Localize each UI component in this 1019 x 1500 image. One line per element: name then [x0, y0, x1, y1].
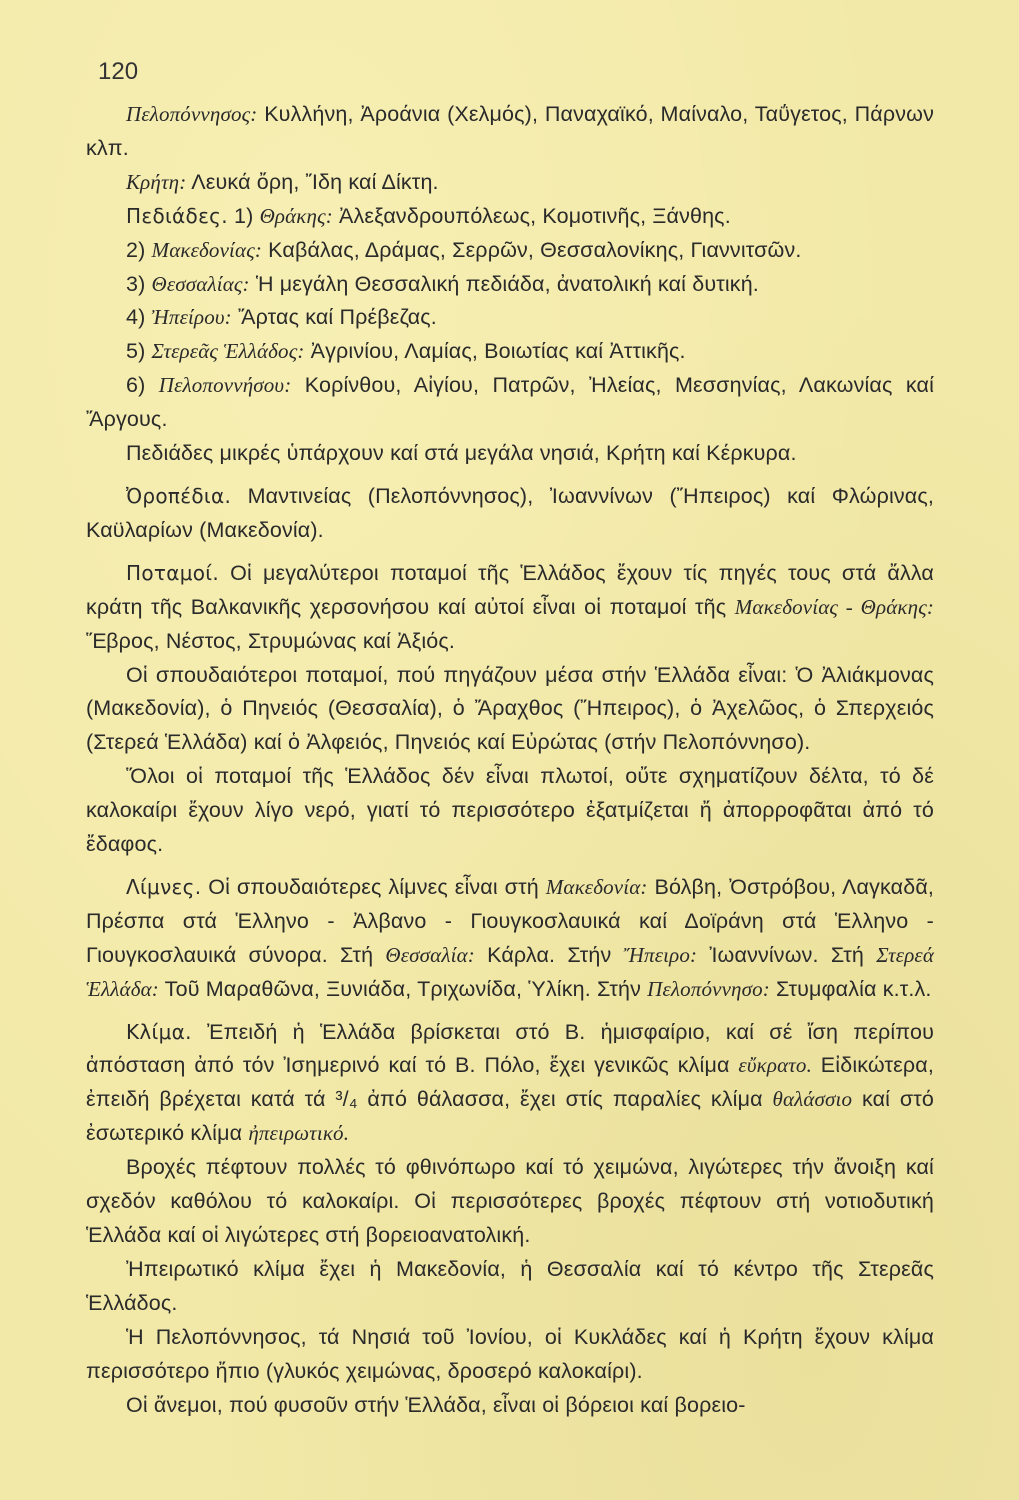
plains-item: 5) Στερεᾶς Ἑλλάδος: Ἀγρινίου, Λαμίας, Βοιωτίας καί Ἀττικῆς.	[126, 339, 686, 364]
plains-item: 2) Μακεδονίας: Καβάλας, Δράμας, Σερρῶν, Θεσσαλονίκης, Γιαννιτσῶν.	[126, 237, 802, 262]
rivers-important-paragraph: Οἱ σπουδαιότεροι ποταμοί, πού πηγάζουν μέσα στήν Ἑλλάδα εἶναι: Ὁ Ἀλιάκμονας (Μακεδονία), ὁ Πηνειός (Θεσσαλία), ὁ Ἄραχθος (Ἤπειρος), ὁ Ἀχελῶος, ὁ Σπερχειός (Στερεά Ἑλλάδα) καί ὁ Ἀλφειός, Πηνειός καί Εὐρώτας (στήν Πελοπόννησο).	[86, 662, 934, 755]
mountains-crete: Κρήτη: Λευκά ὄρη, Ἴδη καί Δίκτη.	[126, 169, 439, 194]
section-heading-rivers: Ποταμοί.	[126, 560, 219, 585]
continental-climate-paragraph: Ἠπειρωτικό κλίμα ἔχει ἡ Μακεδονία, ἡ Θεσσαλία καί τό κέντρο τῆς Στερεᾶς Ἑλλάδος.	[86, 1256, 934, 1315]
section-heading-plains: Πεδιάδες.	[126, 203, 228, 228]
page-body	[86, 98, 934, 1422]
lakes-paragraph: Λίμνες. Οἱ σπουδαιότερες λίμνες εἶναι στή Μακεδονία: Βόλβη, Ὀστρόβου, Λαγκαδᾶ, Πρέσπα στά Ἑλληνο - Ἀλβανο - Γιουγκοσλαυικά καί Δοϊράνη στά Ἑλληνο - Γιουγκοσλαυικά σύνορα. Στή Θεσσαλία: Κάρλα. Στήν Ἤπειρο: Ἰωαννίνων. Στή Στερεά Ἑλλάδα: Τοῦ Μαραθῶνα, Ξυνιάδα, Τριχωνίδα, Ὑλίκη. Στήν Πελοπόννησο: Στυμφαλία κ.τ.λ.	[86, 874, 935, 1001]
winds-paragraph: Οἱ ἄνεμοι, πού φυσοῦν στήν Ἑλλάδα, εἶναι οἱ βόρειοι καί βορειο-	[126, 1392, 746, 1417]
section-heading-climate: Κλίμα.	[126, 1019, 192, 1044]
plains-item: 4) Ἠπείρου: Ἄρτας καί Πρέβεζας.	[126, 305, 437, 330]
plains-item: 6) Πελοποννήσου: Κορίνθου, Αἰγίου, Πατρῶν, Ἠλείας, Μεσσηνίας, Λακωνίας καί Ἄργους.	[86, 373, 935, 432]
climate-paragraph: Κλίμα. Ἐπειδή ἡ Ἑλλάδα βρίσκεται στό Β. ἡμισφαίριο, καί σέ ἴση περίπου ἀπόσταση ἀπό τόν Ἰσημερινό καί τό Β. Πόλο, ἔχει γενικῶς κλίμα εὔκρατο. Εἰδικώτερα, ἐπειδή βρέχεται κατά τά ³/₄ ἀπό θάλασσα, ἔχει στίς παραλίες κλίμα θαλάσσιο καί στό ἐσωτερικό κλίμα ἠπειρωτικό.	[86, 1019, 935, 1146]
region-label: Κρήτη:	[126, 169, 187, 194]
region-label: Πελοπόννησος:	[126, 102, 258, 126]
plains-item: 3) Θεσσαλίας: Ἡ μεγάλη Θεσσαλική πεδιάδα, ἀνατολική καί δυτική.	[126, 271, 759, 296]
page-number: 120	[98, 58, 139, 85]
rivers-paragraph: Ποταμοί. Οἱ μεγαλύτεροι ποταμοί τῆς Ἑλλάδος ἔχουν τίς πηγές τους στά ἄλλα κράτη τῆς Βαλκανικῆς χερσονήσου καί αὐτοί εἶναι οἱ ποταμοί τῆς Μακεδονίας - Θράκης: Ἕβρος, Νέστος, Στρυμώνας καί Ἀξιός.	[86, 560, 935, 653]
mild-climate-paragraph: Ἡ Πελοπόννησος, τά Νησιά τοῦ Ἰονίου, οἱ Κυκλάδες καί ἡ Κρήτη ἔχουν κλίμα περισσότερο ἤπιο (γλυκός χειμώνας, δροσερό καλοκαίρι).	[86, 1324, 934, 1383]
section-heading-plateaus: Ὀροπέδια.	[126, 483, 232, 508]
plains-item: Πεδιάδες. 1) Θράκης: Ἀλεξανδρουπόλεως, Κομοτινῆς, Ξάνθης.	[126, 203, 731, 228]
section-heading-lakes: Λίμνες.	[126, 874, 202, 899]
plateaus-paragraph: Ὀροπέδια. Μαντινείας (Πελοπόννησος), Ἰωαννίνων (Ἤπειρος) καί Φλώρινας, Καϋλαρίων (Μακεδονία).	[86, 483, 934, 542]
mountains-peloponnese: Πελοπόννησος: Κυλλήνη, Ἀροάνια (Χελμός), Παναχαϊκό, Μαίναλο, Ταΰγετος, Πάρνων κλπ.	[86, 102, 935, 160]
rain-paragraph: Βροχές πέφτουν πολλές τό φθινόπωρο καί τό χειμώνα, λιγώτερες τήν ἄνοιξη καί σχεδόν καθόλου τό καλοκαίρι. Οἱ περισσότερες βροχές πέφτουν στή νοτιοδυτική Ἑλλάδα καί οἱ λιγώτερες στή βορειοανατολική.	[86, 1155, 934, 1247]
small-plains-paragraph: Πεδιάδες μικρές ὑπάρχουν καί στά μεγάλα νησιά, Κρήτη καί Κέρκυρα.	[126, 441, 797, 466]
rivers-navigation-paragraph: Ὅλοι οἱ ποταμοί τῆς Ἑλλάδος δέν εἶναι πλωτοί, οὔτε σχηματίζουν δέλτα, τό δέ καλοκαίρι ἔχουν λίγο νερό, γιατί τό περισσότερο ἐξατμίζεται ἤ ἀπορροφᾶται ἀπό τό ἔδαφος.	[86, 764, 934, 857]
